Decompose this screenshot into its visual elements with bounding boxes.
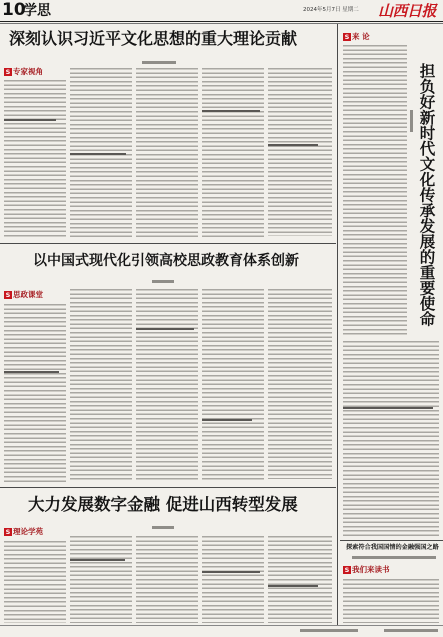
section-badge-icon: S bbox=[344, 33, 350, 41]
article-1-body-column bbox=[202, 68, 264, 238]
section-badge-icon: S bbox=[344, 566, 350, 574]
article-2-body-column bbox=[70, 289, 132, 482]
article-3-subheading bbox=[70, 559, 125, 561]
article-1-headline: 深刻认识习近平文化思想的重大理论贡献 bbox=[9, 29, 298, 48]
footer-editor-credit bbox=[300, 629, 358, 632]
column-label-book-reading bbox=[343, 565, 390, 575]
column-label-text: 理论学苑 bbox=[13, 527, 43, 536]
article-2-body-column bbox=[4, 304, 66, 482]
article-1-body-column bbox=[268, 68, 332, 236]
column-label-theory-academy bbox=[4, 527, 43, 537]
article-1-subheading bbox=[268, 144, 318, 146]
column-label-text: 来 论 bbox=[352, 32, 370, 41]
masthead-logo: 山西日报 bbox=[378, 2, 437, 20]
article-3-body-column bbox=[70, 536, 132, 623]
sidebar-bottom-body-column bbox=[343, 579, 439, 623]
article-3-body-column bbox=[4, 541, 66, 623]
sidebar-bottom-headline: 探索符合我国国情的金融强国之路 bbox=[346, 544, 439, 551]
article-3-body-column bbox=[202, 536, 264, 623]
article-2-body-column bbox=[268, 289, 332, 479]
page-number: 10 bbox=[2, 0, 26, 20]
column-label-text: 专家视角 bbox=[13, 67, 43, 76]
article-2-body-column bbox=[136, 289, 198, 482]
sidebar-divider-horizontal bbox=[340, 540, 443, 541]
article-1-subheading bbox=[4, 119, 56, 121]
article-2-subheading bbox=[4, 371, 59, 373]
article-3-subheading bbox=[268, 585, 318, 587]
sidebar-top-headline: 担负好新时代文化传承发展的重要使命 bbox=[417, 63, 437, 327]
column-label-text: 思政课堂 bbox=[13, 290, 43, 299]
article-3-byline bbox=[152, 526, 174, 529]
article-3-subheading bbox=[202, 571, 260, 573]
sidebar-divider bbox=[337, 24, 338, 625]
article-divider bbox=[0, 243, 336, 244]
sidebar-top-byline bbox=[410, 110, 413, 132]
column-label-commentary bbox=[343, 32, 370, 42]
page-section-title: 学思 bbox=[23, 3, 51, 19]
article-1-subheading bbox=[202, 110, 260, 112]
sidebar-bottom-subtitle bbox=[352, 556, 436, 559]
column-label-text: 我们来读书 bbox=[352, 565, 390, 574]
article-2-headline: 以中国式现代化引领高校思政教育体系创新 bbox=[33, 253, 299, 269]
article-3-body-column bbox=[268, 536, 332, 623]
header-rule bbox=[0, 21, 443, 22]
article-2-subheading bbox=[202, 419, 252, 421]
issue-date: 2024年5月7日 星期二 bbox=[303, 7, 359, 13]
article-1-body-column bbox=[4, 80, 66, 238]
footer-contact-email bbox=[384, 629, 438, 632]
article-1-body-column bbox=[136, 68, 198, 238]
article-3-headline: 大力发展数字金融 促进山西转型发展 bbox=[28, 495, 298, 514]
section-badge-icon: S bbox=[5, 528, 11, 536]
column-label-ideology-class bbox=[4, 290, 43, 300]
column-label-expert-view bbox=[4, 67, 43, 77]
article-divider bbox=[0, 487, 336, 488]
sidebar-top-body-column bbox=[343, 341, 439, 537]
article-1-subheading bbox=[70, 153, 126, 155]
sidebar-top-subheading bbox=[343, 407, 433, 409]
article-2-subheading bbox=[136, 328, 194, 330]
header-rule-thin bbox=[0, 23, 443, 24]
article-3-body-column bbox=[136, 536, 198, 623]
article-1-byline bbox=[142, 61, 176, 64]
article-2-body-column bbox=[202, 289, 264, 482]
section-badge-icon: S bbox=[5, 291, 11, 299]
sidebar-top-body-column bbox=[343, 45, 407, 337]
article-2-byline bbox=[152, 280, 174, 283]
footer-rule bbox=[0, 625, 443, 626]
section-badge-icon: S bbox=[5, 68, 11, 76]
